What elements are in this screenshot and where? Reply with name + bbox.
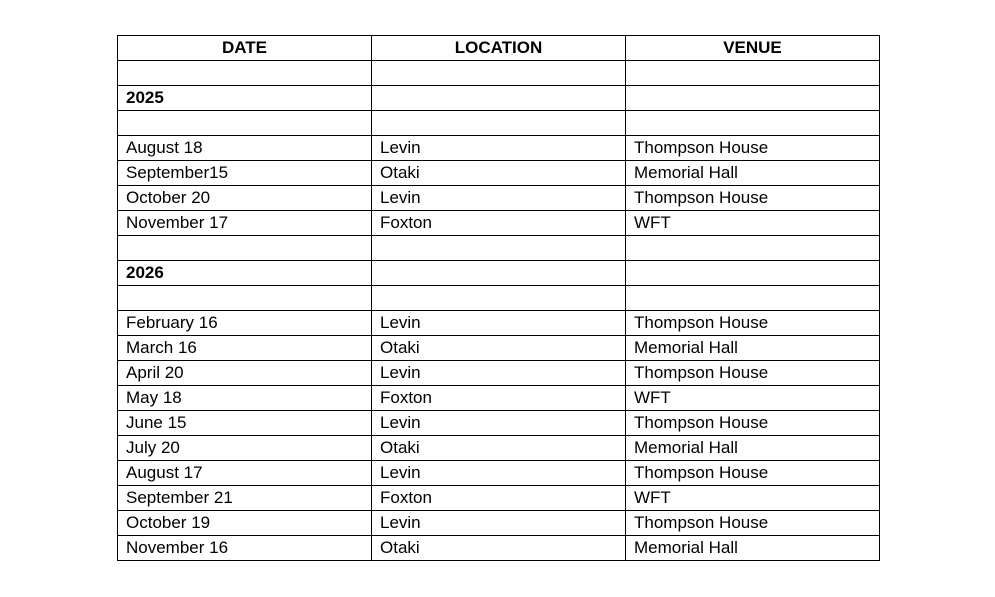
cell-date: August 17 — [118, 461, 372, 486]
cell-location: Otaki — [372, 536, 626, 561]
cell-location: Levin — [372, 511, 626, 536]
table-row — [118, 486, 880, 511]
cell-date: September 21 — [118, 486, 372, 511]
cell-date: March 16 — [118, 336, 372, 361]
cell-location: Levin — [372, 461, 626, 486]
header-date: DATE — [118, 36, 372, 61]
cell-venue: WFT — [626, 386, 880, 411]
spacer-row — [118, 286, 880, 311]
cell-date: May 18 — [118, 386, 372, 411]
cell-location: Foxton — [372, 211, 626, 236]
cell-location: Levin — [372, 361, 626, 386]
table-body — [118, 61, 880, 561]
table-row — [118, 186, 880, 211]
spacer-row — [118, 111, 880, 136]
cell-venue: Thompson House — [626, 411, 880, 436]
cell-date: October 19 — [118, 511, 372, 536]
cell-date: April 20 — [118, 361, 372, 386]
table-row — [118, 386, 880, 411]
cell-date: November 17 — [118, 211, 372, 236]
cell-location: Levin — [372, 311, 626, 336]
cell-location — [372, 236, 626, 261]
cell-venue: WFT — [626, 486, 880, 511]
cell-date: July 20 — [118, 436, 372, 461]
table-row — [118, 161, 880, 186]
cell-date: February 16 — [118, 311, 372, 336]
cell-location: Levin — [372, 136, 626, 161]
cell-venue — [626, 236, 880, 261]
table-row — [118, 336, 880, 361]
cell-date — [118, 111, 372, 136]
table-row — [118, 411, 880, 436]
table-row — [118, 211, 880, 236]
cell-location — [372, 61, 626, 86]
cell-location — [372, 261, 626, 286]
cell-location: Otaki — [372, 161, 626, 186]
cell-location: Otaki — [372, 436, 626, 461]
table-row — [118, 461, 880, 486]
table-row — [118, 311, 880, 336]
cell-venue: Thompson House — [626, 461, 880, 486]
cell-venue — [626, 111, 880, 136]
cell-venue: Thompson House — [626, 361, 880, 386]
cell-date: September15 — [118, 161, 372, 186]
cell-location — [372, 111, 626, 136]
cell-venue: Thompson House — [626, 311, 880, 336]
cell-location: Foxton — [372, 486, 626, 511]
cell-venue: Memorial Hall — [626, 336, 880, 361]
table-row — [118, 136, 880, 161]
cell-venue — [626, 261, 880, 286]
schedule-table — [117, 35, 880, 561]
year-row — [118, 261, 880, 286]
cell-location: Otaki — [372, 336, 626, 361]
cell-venue — [626, 86, 880, 111]
header-location: LOCATION — [372, 36, 626, 61]
cell-location — [372, 286, 626, 311]
cell-date: 2025 — [118, 86, 372, 111]
cell-venue: Memorial Hall — [626, 436, 880, 461]
cell-location: Levin — [372, 411, 626, 436]
table-row — [118, 436, 880, 461]
cell-venue — [626, 286, 880, 311]
table-row — [118, 361, 880, 386]
spacer-row — [118, 61, 880, 86]
cell-date: June 15 — [118, 411, 372, 436]
cell-date: 2026 — [118, 261, 372, 286]
cell-venue: Thompson House — [626, 511, 880, 536]
cell-date: August 18 — [118, 136, 372, 161]
cell-location: Levin — [372, 186, 626, 211]
cell-venue: Thompson House — [626, 186, 880, 211]
table-row — [118, 511, 880, 536]
cell-date: November 16 — [118, 536, 372, 561]
header-row — [118, 36, 880, 61]
cell-venue: Thompson House — [626, 136, 880, 161]
cell-date — [118, 236, 372, 261]
table-row — [118, 536, 880, 561]
cell-date — [118, 286, 372, 311]
cell-venue: WFT — [626, 211, 880, 236]
cell-venue: Memorial Hall — [626, 536, 880, 561]
cell-date — [118, 61, 372, 86]
cell-location: Foxton — [372, 386, 626, 411]
cell-venue: Memorial Hall — [626, 161, 880, 186]
header-venue: VENUE — [626, 36, 880, 61]
year-row — [118, 86, 880, 111]
cell-venue — [626, 61, 880, 86]
cell-location — [372, 86, 626, 111]
cell-date: October 20 — [118, 186, 372, 211]
spacer-row — [118, 236, 880, 261]
